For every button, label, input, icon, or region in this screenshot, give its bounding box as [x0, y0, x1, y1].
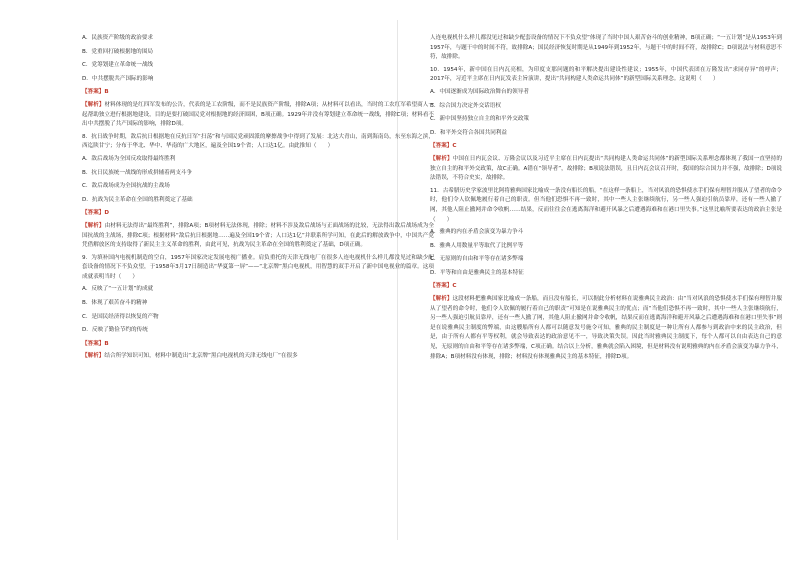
q11-option-b: B．雅典人用数量平等取代了比例平等 — [430, 242, 524, 249]
q8-answer: 【答案】D — [82, 210, 110, 217]
q7-analysis — [82, 101, 434, 130]
q7-analysis-tag: 【解析】 — [82, 101, 105, 108]
q10-stem: 10．1954年，新中国在日内瓦亮相，为印度支那问题的和平解决提出建设性建议；1955年，中国代表团在万隆发出“求同存异”的呼声；2017年，习近平主席在日内瓦发表主旨演讲，提出“共同构建人类命运共同体”的新型国际关系理念。这说明（ ） — [430, 66, 782, 83]
q8-option-c: C．敌后战场成为全国抗战的主战场 — [82, 183, 170, 190]
q11-answer: 【答案】C — [430, 283, 457, 290]
q8-analysis-tag: 【解析】 — [82, 222, 105, 229]
q7-analysis-text: 材料体现的是红四军发布的公告，代表的是工农阶级，而不是民族资产阶级，排除A项；从材料可以看出，当时的工农红军希望商人一起帮助独立进行根据地建设，目的是要打破国民党对根据地的经济围困，B项正确。1929年并没有筹划建立革命统一战线，排除C项；材料看不出中共摆脱了共产国际的影响，排除D项。 — [82, 101, 435, 128]
q8-analysis-text: 由材料无法得出“最终胜利”，排除A项；B项材料无法体现，排除；材料不涉及敌后战场与正面战场的比较，无法得出敌后战场成为全国抗战的主战场，排除C项；根据材料“敌后抗日根据地……遍及全国19个省；人口达1亿”并联系所学可知，在此后的解放战争中，中国共产党凭借解放区的支持取得了新民主主义革命的胜利，由此可见，抗战为民主革命在全国的胜利奠定了基础，D项正确。 — [82, 222, 434, 249]
q8-stem: 8．抗日战争时期，敌后抗日根据地在反抗日军“扫荡”和与国民党顽固派的摩擦战争中得到了发展：北达大青山，南到海南岛，东至东海之滨，西迄陕甘宁；分布于华北、华中、华南的广大地区，遍及全国19个省；人口达1亿。由此推知（ ） — [82, 133, 434, 150]
q11-option-a: A．雅典的内在矛盾会演变为暴力争斗 — [430, 229, 524, 236]
q11-option-d: D．平等和自由是雅典民主的基本特征 — [430, 269, 524, 276]
q10-analysis-text: 中国在日内瓦会议、万隆会议以及习近平主席在日内瓦提出“共同构建人类命运共同体”的新型国际关系理念都体现了我国一直坚持的独立自主的和平外交政策，故C正确。A错在“领导者”，故排除；B项说法错误，且日内瓦会议召开时，我国的综合国力并不强，故排除；D项说法错误，不符合史实，故排除。 — [430, 155, 782, 182]
q10-analysis-tag: 【解析】 — [430, 155, 453, 162]
q8-option-a: A．敌后战场为全国反攻取得最终胜利 — [82, 155, 176, 162]
q11-analysis-text: 这段材料把雅典国家比喻成一条船，而且没有船长，可以据此分析材料在说雅典民主政治：由“当对风浪的恐惧使水手们保有理智并服从了望者的命令时，他们令人钦佩的履行着自己的职责”可知是在说雅典民主的优点；而“当他们恐惧不再一致时，其中一些人主张继续航行，另一些人强迫引航员靠岸，还有一些人撤了网，其他人阻止撤网并命令收帆，结果反而在逃离海洋和避开风暴之后遭遇海难和在港口里失事”则是在说雅典民主制度的弊端，由这艘船所有人都可以随意发号施令可知，雅典的民主制度是一种让所有人都参与到政治中来的民主政治，但是，由于所有人都有平等权利，就会导致表达的政治意见不一，导致决策失误。因此当时雅典民主制度下，每个人都可以自由表达自己的意见，无原则的自由和平等存在诸多弊端，C项正确。结合以上分析，雅典就会陷入困境，但是材料没有说明雅典的内在矛盾会演变为暴力争斗，排除A；B项材料没有体现，排除；材料没有体现雅典民主的基本特征，排除D项。 — [430, 296, 782, 360]
q9-analysis — [82, 352, 434, 362]
q8-option-d: D．抗战为民主革命在全国的胜利奠定了基础 — [82, 196, 193, 203]
q7-option-b: B．党重回打破根据地的围局 — [82, 48, 153, 55]
q10-answer: 【答案】C — [430, 143, 457, 150]
q10-analysis — [430, 155, 782, 184]
q9-option-b: B．体现了艰苦奋斗的精神 — [82, 300, 148, 307]
q10-option-a: A．中国逐渐成为国际政治舞台的领导者 — [430, 88, 529, 95]
q7-option-a: A．民族资产阶级的政治要求 — [82, 35, 153, 41]
q11-analysis-tag: 【解析】 — [430, 296, 453, 303]
q11-stem: 11．古希腊历史学家波里比阿将雅典国家比喻成一条没有船长的船，“在这样一条船上，当对风浪的恐惧使水手们保有理智并服从了望者的命令时，他们令人钦佩地履行着自己的职责。但当他们恐惧不再一致时，其中一些人主张继续航行，另一些人强迫引航员靠岸，还有一些人撤了网，其他人阻止撤网并命令收帆……结果，反而往往会在逃离海洋和避开风暴之后遭遇海难和在港口里失事。”这里比喻所要表达的政治主张是（ ） — [430, 187, 782, 223]
q9-option-c: C．是国民经济得以恢复的产物 — [82, 313, 159, 320]
q9-option-a: A．反映了“一五计划”的成就 — [82, 286, 154, 293]
right-column — [430, 34, 782, 365]
q9-option-d: D．反映了勤俭节约的传统 — [82, 327, 148, 334]
q10-option-c: C．新中国坚持独立自主的和平外交政策 — [430, 116, 530, 123]
q8-analysis — [82, 222, 434, 251]
q8-option-b: B．抗日民族统一战线的形成拼辅着两支斗争 — [82, 169, 193, 176]
q7-option-c: C．党筹划建立革命统一战线 — [82, 62, 154, 69]
q9-stem: 9．为填补国内电视机制造的空白，1957年国家决定发展电视广播业。肩负重托的天津无线电厂在很多人连电视机什么样儿都没见过和缺少配套设备的情况下不负众望，于1958年3月17日制造出“华夏第一屏”——“北京牌”黑白电视机，用智慧的双手开启了新中国电视业的篇章。这项成就表明当时（ ） — [82, 254, 434, 280]
q11-analysis — [430, 295, 782, 362]
q7-option-d: D．中共摆脱共产国际的影响 — [82, 75, 154, 82]
q10-option-d: D．和平外交符合各国共同利益 — [430, 129, 508, 136]
q9-analysis-tag: 【解析】 — [82, 353, 105, 360]
q7-answer: 【答案】B — [82, 89, 109, 96]
q10-option-b: B．综合国力决定外交话语权 — [430, 102, 501, 109]
q9-answer: 【答案】B — [82, 340, 109, 347]
left-column — [82, 34, 434, 365]
q9-analysis-continued: 人连电视机什么样儿都没见过和缺少配套设备的情况下不负众望”体现了当时中国人艰苦奋斗的创业精神，B项正确；“一五计划”是从1953年到1957年，与题干中的时间不符，故排除A；国民经济恢复时期是从1949年到1952年，与题干中的时间不符，故排除C；D项说法与材料意思不符，故排除。 — [430, 35, 782, 61]
q11-option-c: C．无原则的自由和平等存在诸多弊端 — [430, 256, 524, 263]
q9-analysis-text: 结合所学知识可知，材料中制造出“北京牌”黑白电视机的天津无线电厂“在很多 — [104, 353, 298, 360]
